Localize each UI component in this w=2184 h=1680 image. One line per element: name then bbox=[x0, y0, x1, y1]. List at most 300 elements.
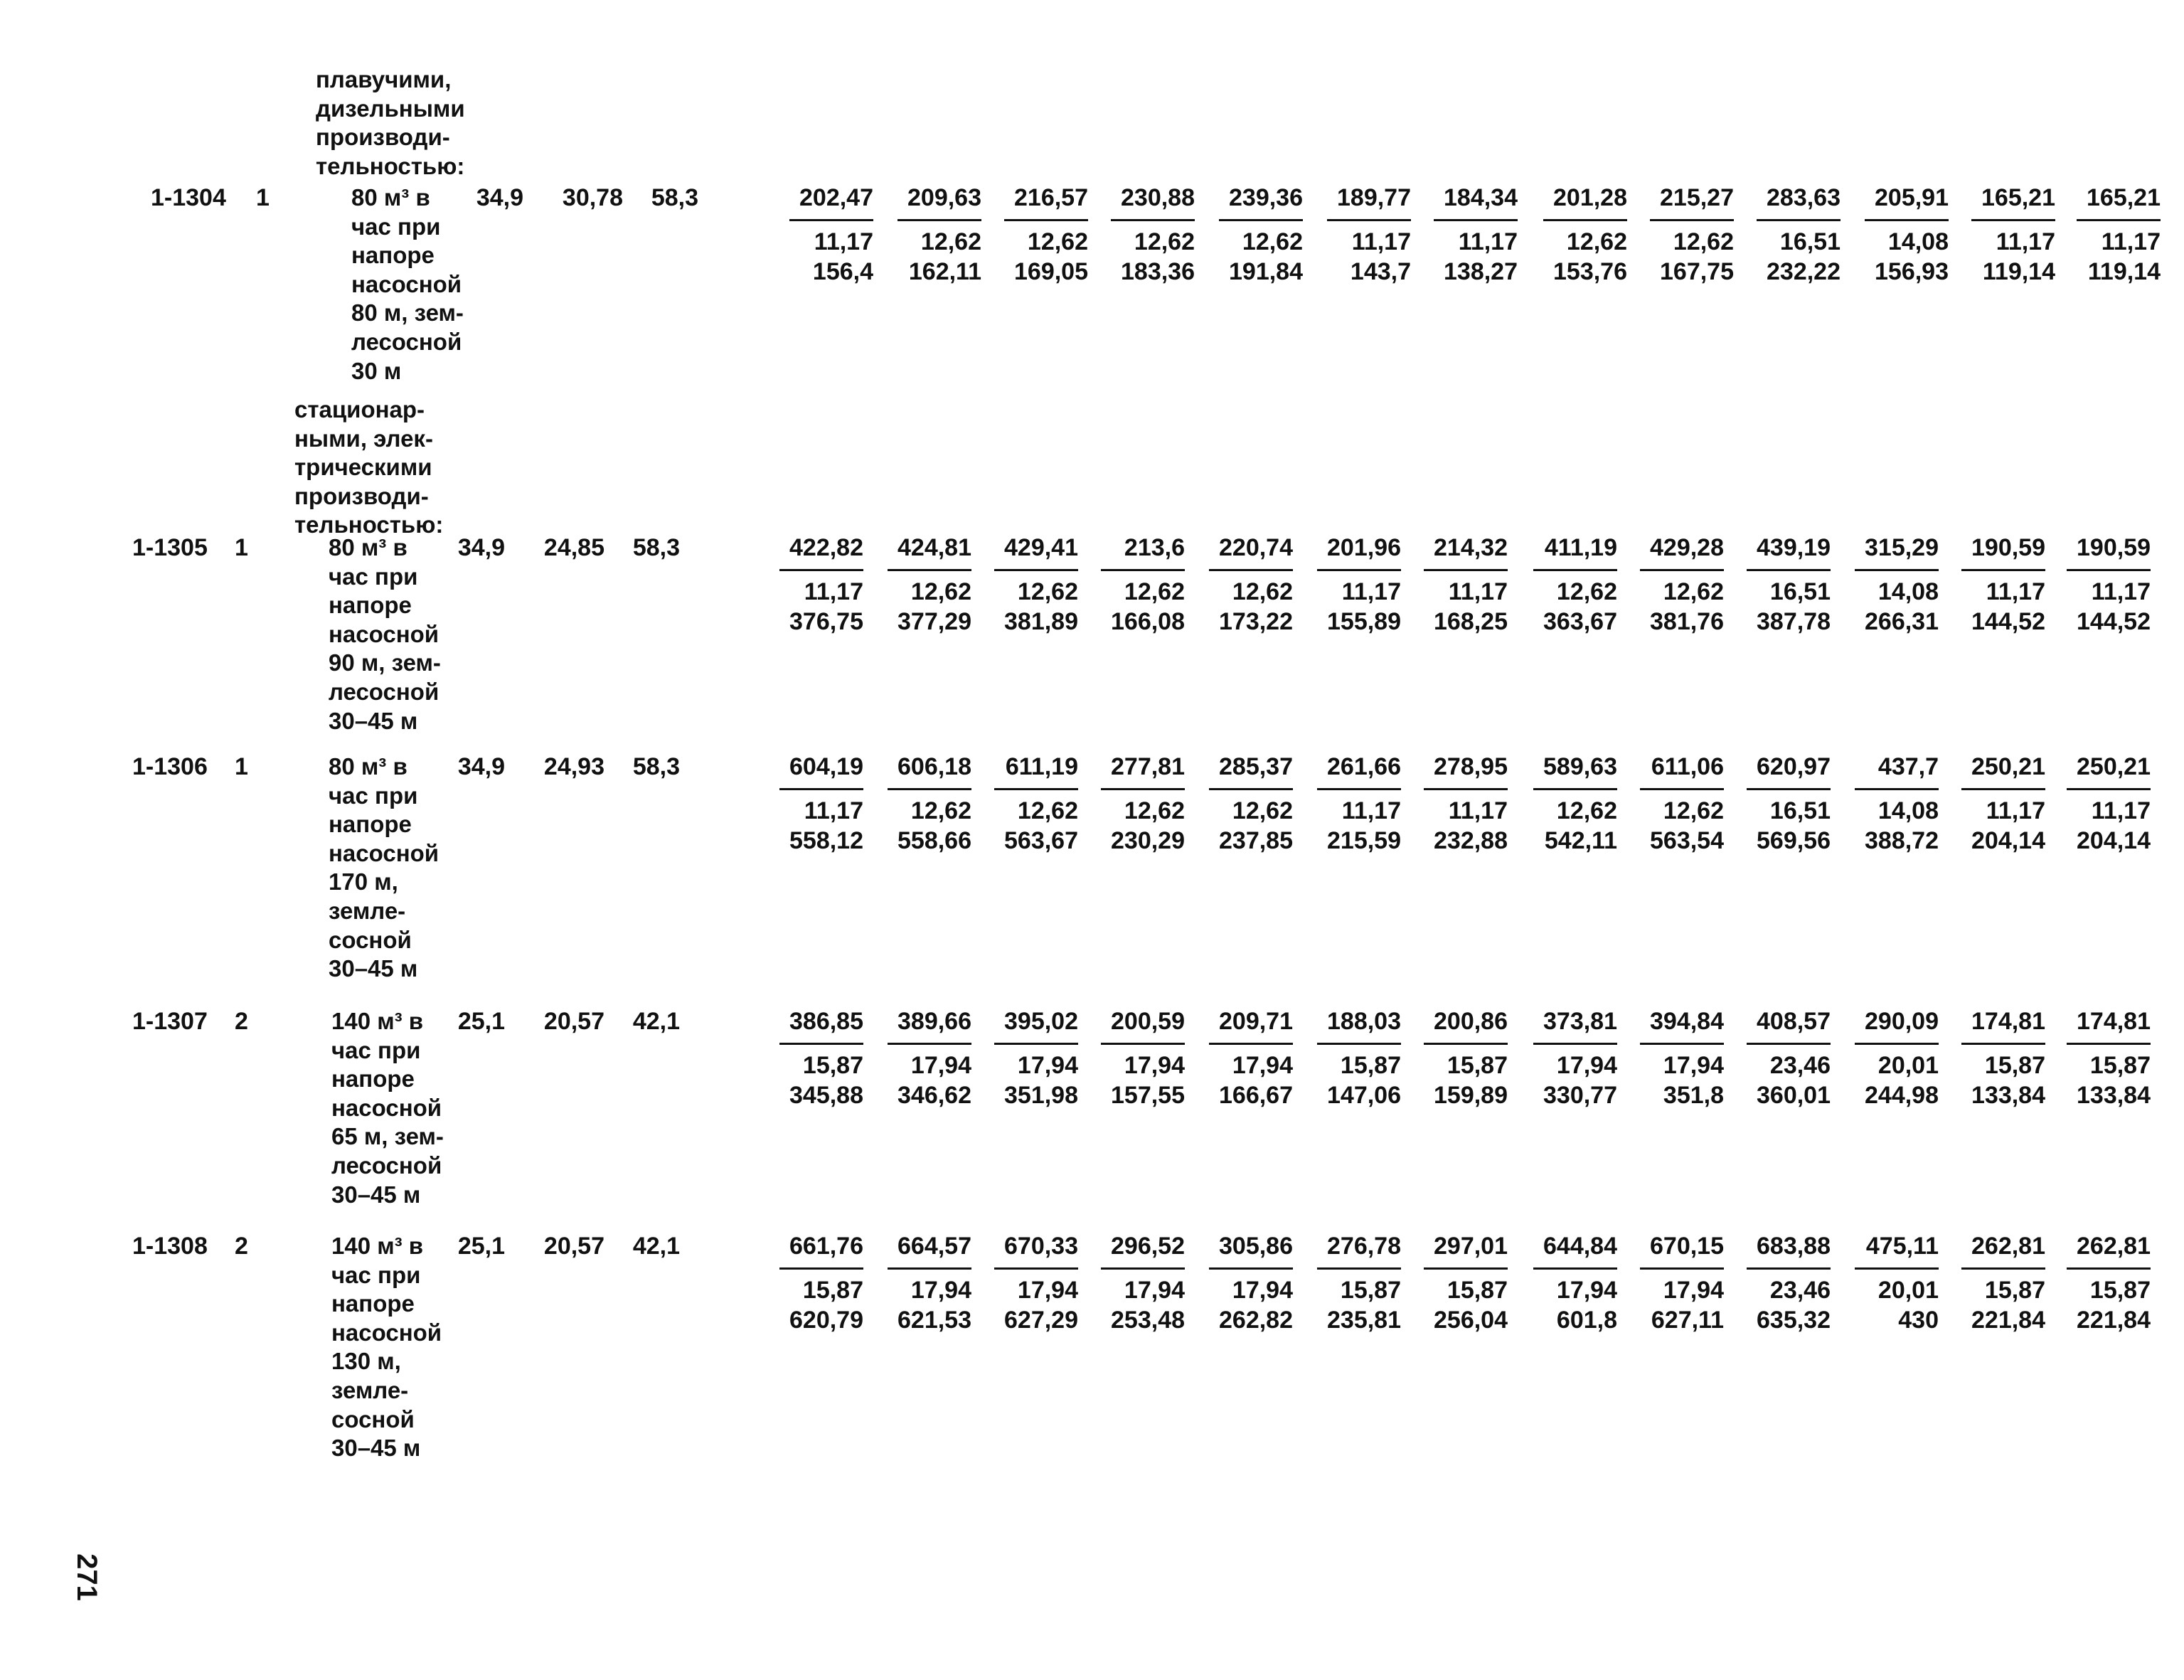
fraction-bar bbox=[1640, 788, 1724, 790]
value-mid: 12,62 bbox=[1242, 228, 1303, 255]
value-top: 261,66 bbox=[1327, 753, 1401, 780]
value-mid: 11,17 bbox=[1986, 578, 2045, 605]
value-bot: 230,29 bbox=[1111, 827, 1185, 854]
value-bot: 167,75 bbox=[1660, 258, 1734, 285]
value-cell bbox=[1946, 753, 2045, 854]
value-mid: 23,46 bbox=[1769, 1277, 1831, 1304]
value-cell bbox=[1528, 184, 1627, 285]
value-bot: 156,93 bbox=[1875, 258, 1949, 285]
value-cell bbox=[872, 1007, 971, 1109]
value-bot: 237,85 bbox=[1219, 827, 1293, 854]
value-top: 422,82 bbox=[789, 534, 863, 561]
value-bot: 627,29 bbox=[1004, 1307, 1078, 1334]
fraction-bar bbox=[1865, 219, 1949, 221]
value-bot: 381,89 bbox=[1004, 608, 1078, 635]
value-top: 373,81 bbox=[1543, 1008, 1617, 1035]
value-bot: 387,78 bbox=[1757, 608, 1831, 635]
value-top: 190,59 bbox=[2077, 534, 2151, 561]
value-cell bbox=[1731, 1007, 1831, 1109]
value-bot: 143,7 bbox=[1350, 258, 1411, 285]
value-bot: 183,36 bbox=[1121, 258, 1195, 285]
value-mid: 17,94 bbox=[1124, 1052, 1185, 1079]
value-top: 276,78 bbox=[1327, 1233, 1401, 1260]
value-cell bbox=[1193, 1007, 1293, 1109]
value-mid: 12,62 bbox=[1124, 578, 1185, 605]
value-bot: 569,56 bbox=[1757, 827, 1831, 854]
row-param-p1: 34,9 bbox=[457, 753, 505, 780]
value-cell bbox=[1518, 533, 1617, 635]
fraction-bar bbox=[1209, 1267, 1293, 1270]
value-cell bbox=[1731, 1232, 1831, 1334]
value-mid: 12,62 bbox=[910, 578, 971, 605]
row-param-p3: 58,3 bbox=[632, 753, 680, 780]
value-bot: 235,81 bbox=[1327, 1307, 1401, 1334]
value-top: 215,27 bbox=[1660, 184, 1734, 211]
value-bot: 144,52 bbox=[2077, 608, 2151, 635]
value-cell bbox=[1203, 184, 1303, 285]
fraction-bar bbox=[1757, 219, 1841, 221]
row-param-p2: 20,57 bbox=[543, 1233, 604, 1260]
value-cell bbox=[1085, 753, 1185, 854]
value-cell bbox=[2051, 753, 2151, 854]
value-cell bbox=[1839, 1007, 1939, 1109]
value-cell bbox=[872, 533, 971, 635]
value-mid: 11,17 bbox=[2091, 578, 2151, 605]
fraction-bar bbox=[1434, 219, 1518, 221]
value-top: 216,57 bbox=[1014, 184, 1088, 211]
fraction-bar bbox=[897, 219, 981, 221]
value-cell bbox=[1849, 184, 1949, 285]
value-bot: 635,32 bbox=[1757, 1307, 1831, 1334]
value-bot: 346,62 bbox=[897, 1082, 971, 1109]
value-top: 670,33 bbox=[1004, 1233, 1078, 1260]
value-top: 389,66 bbox=[897, 1008, 971, 1035]
value-cell bbox=[2051, 533, 2151, 635]
fraction-bar bbox=[1101, 788, 1185, 790]
value-mid: 15,87 bbox=[1340, 1052, 1401, 1079]
value-top: 230,88 bbox=[1121, 184, 1195, 211]
fraction-bar bbox=[1747, 1267, 1831, 1270]
value-cell bbox=[1624, 753, 1724, 854]
row-number: 1 bbox=[235, 753, 248, 780]
value-mid: 15,87 bbox=[2089, 1277, 2151, 1304]
fraction-bar bbox=[1855, 1267, 1939, 1270]
row-param-p2: 30,78 bbox=[562, 184, 623, 211]
fraction-bar bbox=[1640, 1267, 1724, 1270]
value-cell bbox=[1634, 184, 1734, 285]
value-mid: 17,94 bbox=[1232, 1277, 1293, 1304]
fraction-bar bbox=[1424, 788, 1508, 790]
value-mid: 12,62 bbox=[1556, 797, 1617, 824]
value-bot: 351,8 bbox=[1663, 1082, 1724, 1109]
fraction-bar bbox=[1317, 788, 1401, 790]
value-bot: 377,29 bbox=[897, 608, 971, 635]
value-top: 214,32 bbox=[1434, 534, 1508, 561]
value-mid: 17,94 bbox=[1017, 1277, 1078, 1304]
fraction-bar bbox=[2077, 219, 2161, 221]
value-mid: 15,87 bbox=[1340, 1277, 1401, 1304]
fraction-bar bbox=[1424, 1043, 1508, 1045]
value-mid: 17,94 bbox=[1232, 1052, 1293, 1079]
value-mid: 11,17 bbox=[814, 228, 873, 255]
value-bot: 221,84 bbox=[2077, 1307, 2151, 1334]
value-bot: 244,98 bbox=[1865, 1082, 1939, 1109]
row-description: 80 м³ в час при напоре насосной 90 м, зем- лесосной 30–45 м bbox=[329, 534, 441, 734]
row-description: 80 м³ в час при напоре насосной 80 м, зем- лесосной 30 м bbox=[351, 184, 464, 384]
value-mid: 11,17 bbox=[1996, 228, 2055, 255]
value-top: 174,81 bbox=[2077, 1008, 2151, 1035]
value-cell bbox=[1731, 533, 1831, 635]
value-top: 475,11 bbox=[1865, 1233, 1939, 1260]
fraction-bar bbox=[1961, 788, 2045, 790]
value-top: 190,59 bbox=[1971, 534, 2045, 561]
value-bot: 221,84 bbox=[1971, 1307, 2045, 1334]
row-param-p1: 25,1 bbox=[457, 1233, 505, 1260]
value-bot: 138,27 bbox=[1444, 258, 1518, 285]
value-cell bbox=[764, 533, 863, 635]
value-bot: 168,25 bbox=[1434, 608, 1508, 635]
fraction-bar bbox=[2067, 569, 2151, 571]
value-top: 250,21 bbox=[1971, 753, 2045, 780]
value-top: 277,81 bbox=[1111, 753, 1185, 780]
fraction-bar bbox=[1533, 1267, 1617, 1270]
value-bot: 330,77 bbox=[1543, 1082, 1617, 1109]
value-cell bbox=[872, 1232, 971, 1334]
value-top: 611,06 bbox=[1651, 753, 1724, 780]
row-number: 2 bbox=[235, 1233, 248, 1260]
value-bot: 173,22 bbox=[1219, 608, 1293, 635]
fraction-bar bbox=[1209, 569, 1293, 571]
value-bot: 153,76 bbox=[1553, 258, 1627, 285]
value-top: 315,29 bbox=[1865, 534, 1939, 561]
value-bot: 215,59 bbox=[1327, 827, 1401, 854]
value-mid: 12,62 bbox=[1134, 228, 1195, 255]
value-mid: 12,62 bbox=[1663, 797, 1724, 824]
value-top: 209,71 bbox=[1219, 1008, 1293, 1035]
value-bot: 204,14 bbox=[2077, 827, 2151, 854]
fraction-bar bbox=[1424, 569, 1508, 571]
value-cell bbox=[1085, 1232, 1185, 1334]
value-cell bbox=[989, 184, 1088, 285]
value-mid: 12,62 bbox=[1673, 228, 1734, 255]
value-bot: 144,52 bbox=[1971, 608, 2045, 635]
value-mid: 11,17 bbox=[804, 797, 863, 824]
value-top: 262,81 bbox=[2077, 1233, 2151, 1260]
value-mid: 12,62 bbox=[1017, 797, 1078, 824]
value-bot: 558,66 bbox=[897, 827, 971, 854]
value-cell bbox=[1956, 184, 2055, 285]
value-cell bbox=[1408, 1232, 1508, 1334]
fraction-bar bbox=[1327, 219, 1411, 221]
row-code: 1-1307 bbox=[132, 1008, 208, 1035]
value-bot: 191,84 bbox=[1229, 258, 1303, 285]
value-top: 200,59 bbox=[1111, 1008, 1185, 1035]
row-number: 1 bbox=[235, 534, 248, 561]
value-bot: 563,54 bbox=[1650, 827, 1724, 854]
value-mid: 11,17 bbox=[1351, 228, 1411, 255]
value-top: 202,47 bbox=[799, 184, 873, 211]
value-cell bbox=[1518, 1007, 1617, 1109]
value-top: 386,85 bbox=[789, 1008, 863, 1035]
value-bot: 360,01 bbox=[1757, 1082, 1831, 1109]
value-cell bbox=[1946, 1007, 2045, 1109]
value-cell bbox=[1301, 753, 1401, 854]
value-bot: 253,48 bbox=[1111, 1307, 1185, 1334]
value-mid: 11,17 bbox=[1448, 578, 1508, 605]
row-code: 1-1306 bbox=[132, 753, 208, 780]
fraction-bar bbox=[888, 788, 971, 790]
value-top: 220,74 bbox=[1219, 534, 1293, 561]
row-description: 140 м³ в час при напоре насосной 130 м, земле- сосной 30–45 м bbox=[331, 1233, 442, 1462]
value-bot: 256,04 bbox=[1434, 1307, 1508, 1334]
fraction-bar bbox=[888, 1043, 971, 1045]
row-param-p1: 34,9 bbox=[476, 184, 523, 211]
row-param-p3: 58,3 bbox=[632, 534, 680, 561]
value-bot: 162,11 bbox=[908, 258, 981, 285]
fraction-bar bbox=[1855, 788, 1939, 790]
value-top: 188,03 bbox=[1327, 1008, 1401, 1035]
value-top: 683,88 bbox=[1757, 1233, 1831, 1260]
value-mid: 14,08 bbox=[1877, 797, 1939, 824]
value-mid: 12,62 bbox=[1663, 578, 1724, 605]
value-cell bbox=[1408, 753, 1508, 854]
value-top: 661,76 bbox=[789, 1233, 863, 1260]
value-mid: 12,62 bbox=[1566, 228, 1627, 255]
value-mid: 17,94 bbox=[1556, 1052, 1617, 1079]
value-top: 174,81 bbox=[1971, 1008, 2045, 1035]
fraction-bar bbox=[1640, 1043, 1724, 1045]
value-bot: 155,89 bbox=[1327, 608, 1401, 635]
row-description: 140 м³ в час при напоре насосной 65 м, зем- лесосной 30–45 м bbox=[331, 1008, 444, 1208]
value-bot: 156,4 bbox=[812, 258, 873, 285]
row-code: 1-1304 bbox=[151, 184, 226, 211]
value-mid: 11,17 bbox=[2101, 228, 2161, 255]
value-top: 296,52 bbox=[1111, 1233, 1185, 1260]
value-cell bbox=[1839, 533, 1939, 635]
fraction-bar bbox=[2067, 1043, 2151, 1045]
value-mid: 14,08 bbox=[1887, 228, 1949, 255]
fraction-bar bbox=[1650, 219, 1734, 221]
value-top: 606,18 bbox=[897, 753, 971, 780]
fraction-bar bbox=[994, 1043, 1078, 1045]
value-top: 437,7 bbox=[1877, 753, 1939, 780]
value-top: 165,21 bbox=[1981, 184, 2055, 211]
value-top: 644,84 bbox=[1543, 1233, 1617, 1260]
row-param-p3: 58,3 bbox=[651, 184, 698, 211]
value-mid: 11,17 bbox=[1986, 797, 2045, 824]
value-cell bbox=[2061, 184, 2161, 285]
fraction-bar bbox=[1219, 219, 1303, 221]
value-bot: 133,84 bbox=[1971, 1082, 2045, 1109]
value-cell bbox=[979, 1232, 1078, 1334]
fraction-bar bbox=[1543, 219, 1627, 221]
value-top: 589,63 bbox=[1543, 753, 1617, 780]
value-cell bbox=[1741, 184, 1841, 285]
value-cell bbox=[1085, 533, 1185, 635]
value-cell bbox=[1839, 753, 1939, 854]
value-top: 283,63 bbox=[1767, 184, 1841, 211]
value-mid: 16,51 bbox=[1769, 797, 1831, 824]
value-mid: 12,62 bbox=[910, 797, 971, 824]
value-mid: 17,94 bbox=[910, 1277, 971, 1304]
value-bot: 232,88 bbox=[1434, 827, 1508, 854]
row-param-p2: 24,93 bbox=[543, 753, 604, 780]
fraction-bar bbox=[779, 1267, 863, 1270]
fraction-bar bbox=[888, 1267, 971, 1270]
value-cell bbox=[872, 753, 971, 854]
value-bot: 558,12 bbox=[789, 827, 863, 854]
value-top: 297,01 bbox=[1434, 1233, 1508, 1260]
value-bot: 169,05 bbox=[1014, 258, 1088, 285]
fraction-bar bbox=[1533, 1043, 1617, 1045]
value-cell bbox=[1518, 1232, 1617, 1334]
value-mid: 17,94 bbox=[1017, 1052, 1078, 1079]
fraction-bar bbox=[994, 788, 1078, 790]
value-mid: 17,94 bbox=[1663, 1277, 1724, 1304]
row-number: 2 bbox=[235, 1008, 248, 1035]
value-mid: 12,62 bbox=[920, 228, 981, 255]
value-bot: 376,75 bbox=[789, 608, 863, 635]
value-top: 620,97 bbox=[1757, 753, 1831, 780]
value-cell bbox=[979, 753, 1078, 854]
value-top: 213,6 bbox=[1124, 534, 1185, 561]
fraction-bar bbox=[2067, 1267, 2151, 1270]
value-mid: 11,17 bbox=[1448, 797, 1508, 824]
value-mid: 16,51 bbox=[1769, 578, 1831, 605]
value-mid: 17,94 bbox=[1663, 1052, 1724, 1079]
section-title-floating: плавучими, дизельными производи- тельностью: bbox=[316, 66, 465, 179]
value-mid: 15,87 bbox=[802, 1277, 863, 1304]
value-mid: 15,87 bbox=[2089, 1052, 2151, 1079]
value-mid: 17,94 bbox=[1556, 1277, 1617, 1304]
fraction-bar bbox=[1855, 1043, 1939, 1045]
fraction-bar bbox=[779, 1043, 863, 1045]
value-cell bbox=[2051, 1232, 2151, 1334]
fraction-bar bbox=[789, 219, 873, 221]
value-bot: 627,11 bbox=[1651, 1307, 1724, 1334]
value-top: 290,09 bbox=[1865, 1008, 1939, 1035]
value-cell bbox=[1085, 1007, 1185, 1109]
value-mid: 12,62 bbox=[1556, 578, 1617, 605]
row-param-p1: 34,9 bbox=[457, 534, 505, 561]
section-title-stationary: стационар- ными, элек- трическими производи- тельностью: bbox=[294, 396, 444, 538]
fraction-bar bbox=[1209, 788, 1293, 790]
fraction-bar bbox=[1424, 1267, 1508, 1270]
value-top: 439,19 bbox=[1757, 534, 1831, 561]
value-mid: 11,17 bbox=[2091, 797, 2151, 824]
value-cell bbox=[1946, 533, 2045, 635]
value-mid: 12,62 bbox=[1124, 797, 1185, 824]
value-cell bbox=[1408, 1007, 1508, 1109]
value-cell bbox=[1301, 1007, 1401, 1109]
value-top: 424,81 bbox=[897, 534, 971, 561]
value-cell bbox=[1624, 1232, 1724, 1334]
value-top: 201,96 bbox=[1327, 534, 1401, 561]
value-cell bbox=[764, 753, 863, 854]
value-top: 395,02 bbox=[1004, 1008, 1078, 1035]
value-mid: 15,87 bbox=[1447, 1277, 1508, 1304]
value-mid: 11,17 bbox=[804, 578, 863, 605]
value-cell bbox=[979, 533, 1078, 635]
value-cell bbox=[764, 1232, 863, 1334]
value-mid: 12,62 bbox=[1027, 228, 1088, 255]
row-code: 1-1305 bbox=[132, 534, 208, 561]
value-cell bbox=[1624, 1007, 1724, 1109]
fraction-bar bbox=[1961, 1267, 2045, 1270]
row-code: 1-1308 bbox=[132, 1233, 208, 1260]
fraction-bar bbox=[1317, 1043, 1401, 1045]
value-top: 209,63 bbox=[907, 184, 981, 211]
value-bot: 232,22 bbox=[1767, 258, 1841, 285]
value-bot: 159,89 bbox=[1434, 1082, 1508, 1109]
value-bot: 430 bbox=[1898, 1307, 1939, 1334]
value-cell bbox=[979, 1007, 1078, 1109]
value-mid: 11,17 bbox=[1341, 578, 1401, 605]
value-top: 429,41 bbox=[1004, 534, 1078, 561]
fraction-bar bbox=[1747, 1043, 1831, 1045]
value-cell bbox=[1311, 184, 1411, 285]
value-top: 200,86 bbox=[1434, 1008, 1508, 1035]
value-mid: 20,01 bbox=[1877, 1052, 1939, 1079]
row-param-p2: 24,85 bbox=[543, 534, 604, 561]
fraction-bar bbox=[1640, 569, 1724, 571]
value-top: 611,19 bbox=[1005, 753, 1078, 780]
value-mid: 11,17 bbox=[1341, 797, 1401, 824]
value-top: 262,81 bbox=[1971, 1233, 2045, 1260]
value-cell bbox=[764, 1007, 863, 1109]
value-bot: 388,72 bbox=[1865, 827, 1939, 854]
fraction-bar bbox=[1747, 788, 1831, 790]
value-top: 285,37 bbox=[1219, 753, 1293, 780]
value-mid: 15,87 bbox=[1984, 1052, 2045, 1079]
value-cell bbox=[1095, 184, 1195, 285]
value-top: 408,57 bbox=[1757, 1008, 1831, 1035]
value-bot: 262,82 bbox=[1219, 1307, 1293, 1334]
value-mid: 17,94 bbox=[910, 1052, 971, 1079]
value-mid: 12,62 bbox=[1017, 578, 1078, 605]
value-bot: 147,06 bbox=[1327, 1082, 1401, 1109]
value-cell bbox=[1518, 753, 1617, 854]
fraction-bar bbox=[1004, 219, 1088, 221]
value-top: 411,19 bbox=[1544, 534, 1617, 561]
value-cell bbox=[774, 184, 873, 285]
fraction-bar bbox=[1747, 569, 1831, 571]
fraction-bar bbox=[1855, 569, 1939, 571]
fraction-bar bbox=[994, 1267, 1078, 1270]
fraction-bar bbox=[779, 569, 863, 571]
fraction-bar bbox=[994, 569, 1078, 571]
value-bot: 601,8 bbox=[1556, 1307, 1617, 1334]
value-top: 394,84 bbox=[1650, 1008, 1724, 1035]
row-param-p2: 20,57 bbox=[543, 1008, 604, 1035]
value-bot: 542,11 bbox=[1544, 827, 1617, 854]
value-cell bbox=[2051, 1007, 2151, 1109]
value-mid: 11,17 bbox=[1458, 228, 1518, 255]
row-description: 80 м³ в час при напоре насосной 170 м, земле- сосной 30–45 м bbox=[329, 753, 440, 982]
fraction-bar bbox=[1971, 219, 2055, 221]
value-bot: 351,98 bbox=[1004, 1082, 1078, 1109]
fraction-bar bbox=[1961, 569, 2045, 571]
value-cell bbox=[1418, 184, 1518, 285]
fraction-bar bbox=[1111, 219, 1195, 221]
row-number: 1 bbox=[256, 184, 270, 211]
value-top: 604,19 bbox=[789, 753, 863, 780]
fraction-bar bbox=[1317, 569, 1401, 571]
value-top: 670,15 bbox=[1650, 1233, 1724, 1260]
value-top: 205,91 bbox=[1875, 184, 1949, 211]
fraction-bar bbox=[888, 569, 971, 571]
fraction-bar bbox=[1961, 1043, 2045, 1045]
